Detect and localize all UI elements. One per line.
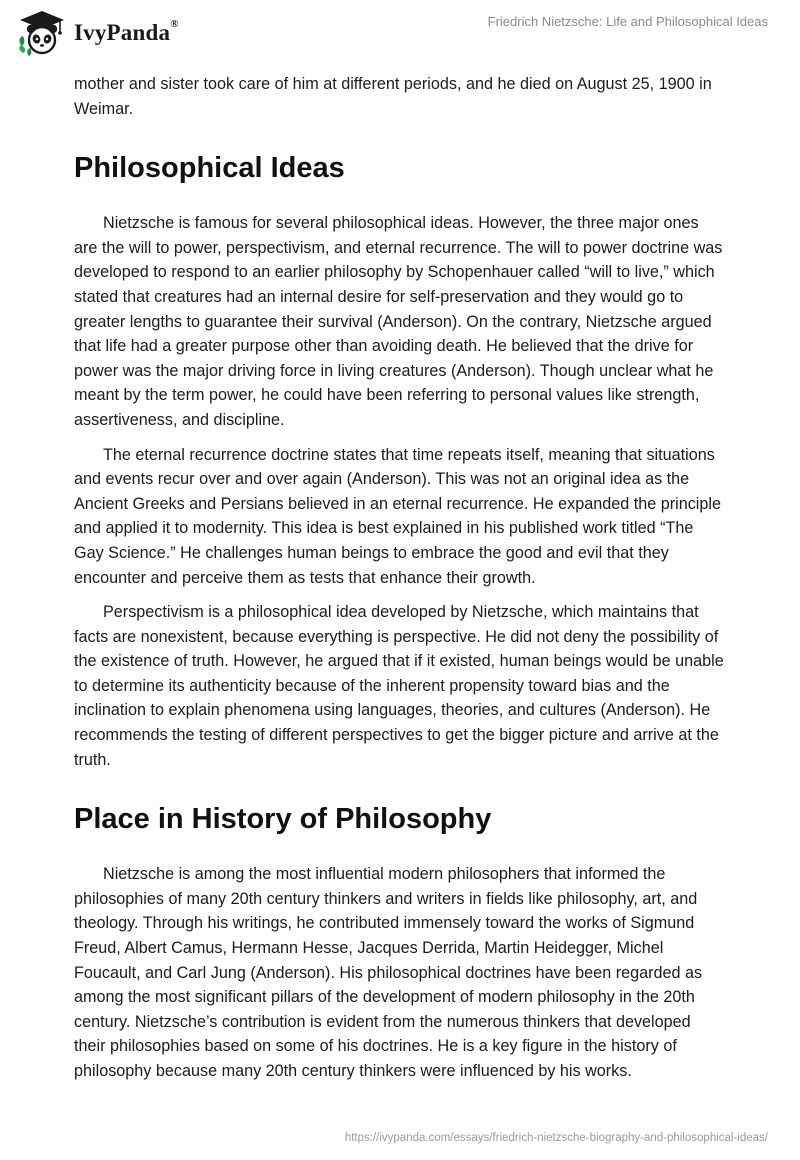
section-heading-philosophical-ideas: Philosophical Ideas: [74, 152, 345, 185]
paragraph: Nietzsche is among the most influential modern philosophers that informed the philosophies of many 20th century thinkers and writers in fields like philosophy, art, and theology. Through his writings, he contributed immensely toward the works of Sigmund Freud, Albert Camus, Hermann Hesse, Jacques Derrida, Martin Heidegger, Michel Foucault, and Carl Jung (Anderson). His philosophical doctrines have been regarded as among the most significant pillars of the development of modern philosophy in the 20th century. Nietzsche’s contribution is evident from the numerous thinkers that developed their philosophies based on some of his doctrines. He is a key figure in the history of philosophy because many 20th century thinkers were influenced by his works.: [74, 865, 703, 1080]
essay-body: [74, 72, 724, 1084]
panda-graduation-cap-icon: [14, 8, 70, 58]
page-header: [0, 0, 800, 70]
source-url[interactable]: https://ivypanda.com/essays/friedrich-nietzsche-biography-and-philosophical-ideas/: [344, 1132, 768, 1144]
ivypanda-logo[interactable]: [14, 8, 179, 58]
document-title: Friedrich Nietzsche: Life and Philosophical Ideas: [487, 14, 768, 29]
paragraph: Nietzsche is famous for several philosophical ideas. However, the three major ones are the will to power, perspectivism, and eternal recurrence. The will to power doctrine was developed to respond to an earlier philosophy by Schopenhauer called “will to live,” which stated that creatures had an internal desire for self-preservation and they would go to greater lengths to guarantee their survival (Anderson). On the contrary, Nietzsche argued that life had a greater purpose other than avoiding death. He believed that the drive for power was the major driving force in living creatures (Anderson). Though unclear what he meant by the term power, he could have been referring to personal values like strength, assertiveness, and discipline.: [74, 214, 723, 429]
paragraph: Perspectivism is a philosophical idea developed by Nietzsche, which maintains that facts are nonexistent, because everything is perspective. He did not deny the possibility of the existence of truth. However, he argued that if it existed, human beings would be unable to determine its authenticity because of the inherent propensity toward bias and the inclination to explain phenomena using languages, theories, and cultures (Anderson). He recommends the testing of different perspectives to get the bigger picture and arrive at the truth.: [74, 603, 724, 769]
brand-name: IvyPanda®: [74, 18, 179, 45]
intro-fragment: mother and sister took care of him at different periods, and he died on August 25, 1900 in Weimar.: [74, 75, 712, 118]
section-heading-place-in-history: Place in History of Philosophy: [74, 803, 492, 836]
paragraph: The eternal recurrence doctrine states that time repeats itself, meaning that situations and events recur over and over again (Anderson). This was not an original idea as the Ancient Greeks and Persians believed in an eternal recurrence. He expanded the principle and applied it to modernity. This idea is best explained in his published work titled “The Gay Science.” He challenges human beings to embrace the good and evil that they encounter and perceive them as tests that enhance their growth.: [74, 445, 721, 587]
